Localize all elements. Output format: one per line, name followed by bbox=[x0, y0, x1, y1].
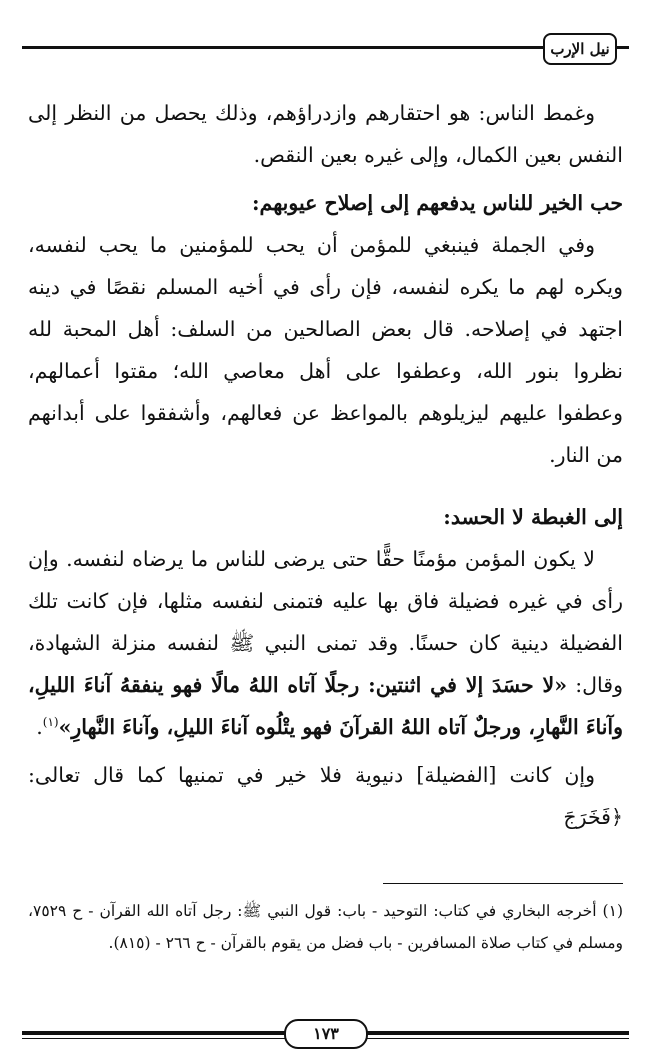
paragraph-1: وغمط الناس: هو احتقارهم وازدراؤهم، وذلك يحصل من النظر إلى النفس بعين الكمال، وإلى غيره بعين النقص. bbox=[28, 101, 623, 167]
hadith-end: . bbox=[36, 715, 43, 739]
footnote-reference[interactable]: (١) bbox=[42, 715, 59, 730]
page-number: ١٧٣ bbox=[284, 1019, 368, 1049]
paragraph-4: وإن كانت [الفضيلة] دنيوية فلا خير في تمنيها كما قال تعالى: ﴿فَخَرَجَ bbox=[28, 763, 623, 829]
paragraph-2: وفي الجملة فينبغي للمؤمن أن يحب للمؤمنين ما يحب لنفسه، ويكره لهم ما يكره لنفسه، فإن رأى في أخيه المسلم نقصًا في دينه اجتهد في إصلاحه. قال بعض الصالحين من السلف: أهل المحبة لله نظروا بنور الله، وعطفوا على أهل معاصي الله؛ مقتوا أعمالهم، وعطفوا عليهم ليزيلوهم بالمواعظ عن فعالهم، وأشفقوا على أبدانهم من النار. bbox=[28, 233, 623, 467]
section-heading-2: إلى الغبطة لا الحسد: bbox=[443, 505, 623, 529]
footnote-1: (١) أخرجه البخاري في كتاب: التوحيد - باب: قول النبي ﷺ: رجل آتاه الله القرآن - ح ٧٥٢٩، ومسلم في كتاب صلاة المسافرين - باب فضل من يقوم بالقرآن - ح ٢٦٦ - (٨١٥). bbox=[28, 902, 623, 952]
running-title: نيل الإرب bbox=[543, 33, 617, 65]
hadith-quote: «لا حسَدَ إلا في اثنتين: رجلًا آتاه اللهُ مالًا فهو ينفقهُ آناءَ الليلِ، وآناءَ النَّهارِ، ورجلٌ آتاه اللهُ القرآنَ فهو يتْلُوه آناءَ الليلِ، وآناءَ النَّهارِ» bbox=[28, 673, 623, 739]
header-rule-end bbox=[617, 46, 629, 49]
footnote-separator bbox=[383, 883, 623, 884]
header-rule bbox=[22, 46, 543, 49]
paragraph-3-text: لا يكون المؤمن مؤمنًا حقًّا حتى يرضى للناس ما يرضاه لنفسه. وإن رأى في غيره فضيلة فاق بها عليه فتمنى لنفسه مثلها، فإن كانت تلك الفضيلة دينية كان حسنًا. وقد تمنى النبي ﷺ لنفسه منزلة الشهادة، وقال: bbox=[28, 547, 623, 697]
section-heading-1: حب الخير للناس يدفعهم إلى إصلاح عيوبهم: bbox=[251, 191, 623, 215]
paragraph-3 bbox=[28, 538, 623, 748]
main-text bbox=[28, 92, 623, 838]
